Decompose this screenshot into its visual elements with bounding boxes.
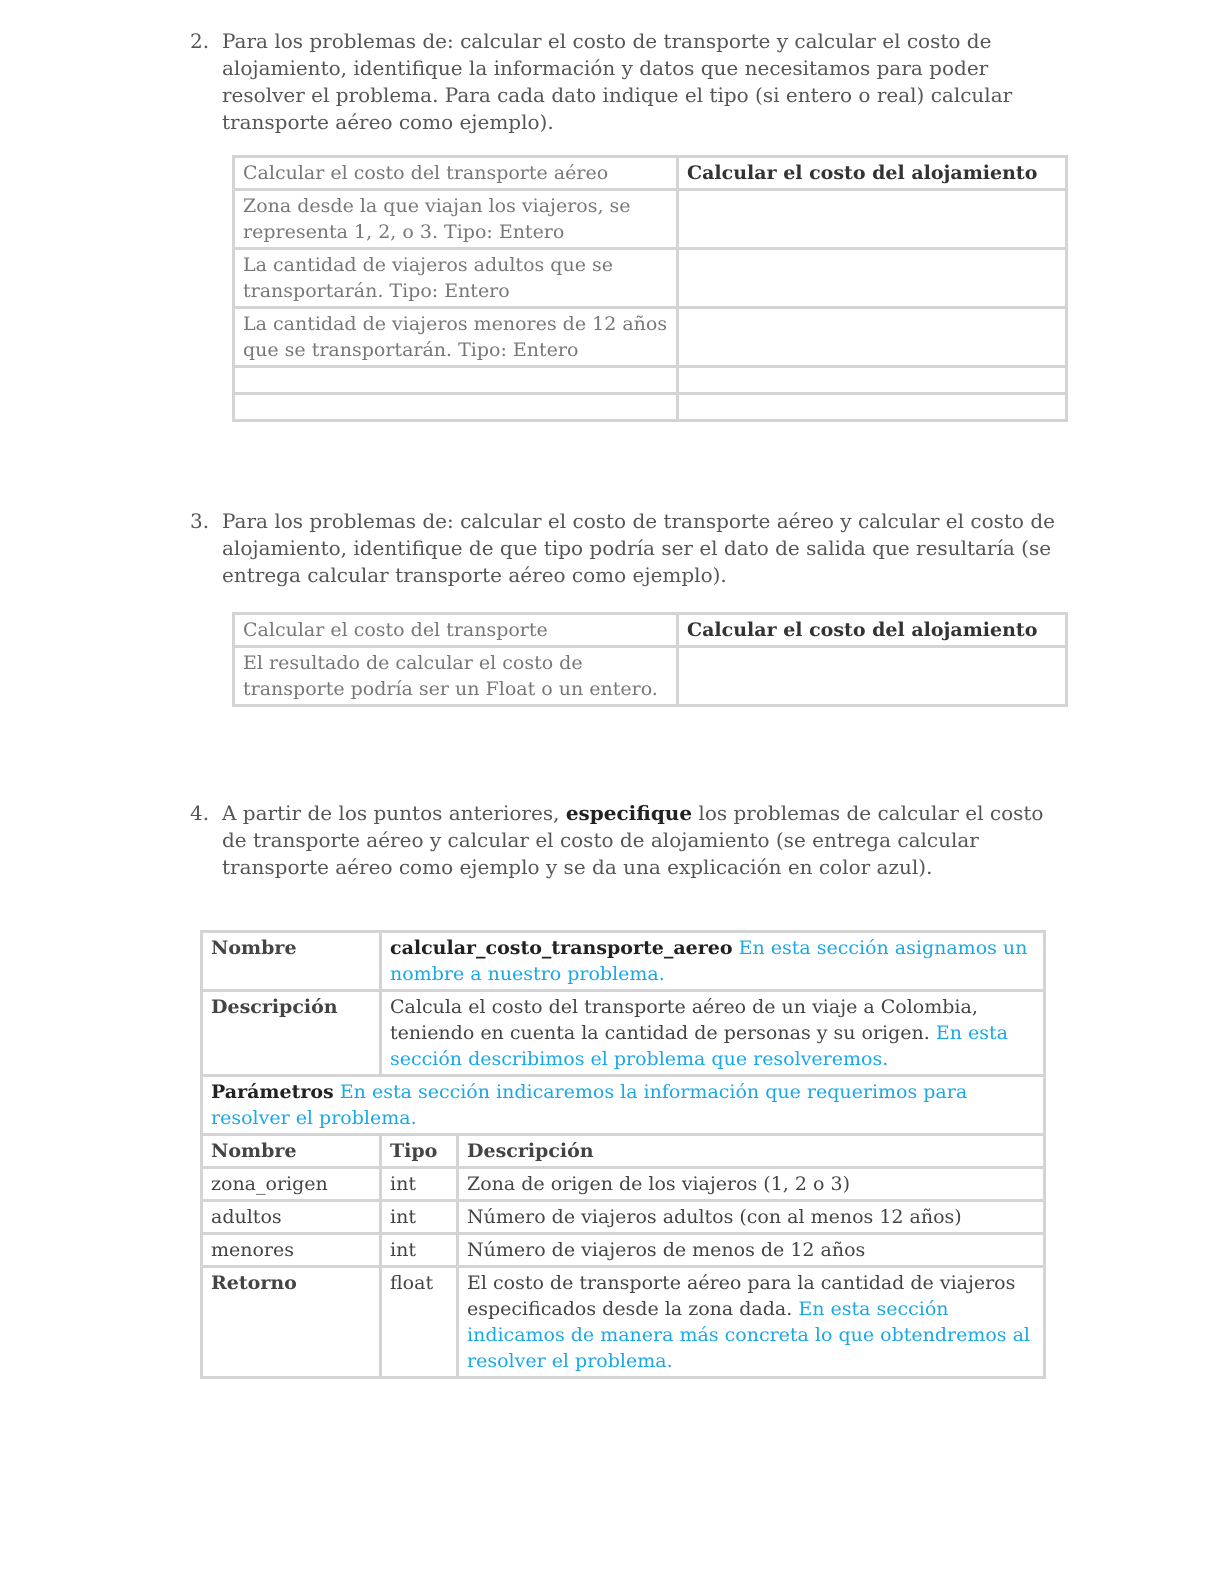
function-name: calcular_costo_transporte_aereo — [390, 937, 733, 959]
table-cell-empty — [678, 367, 1067, 394]
description-label: Descripción — [202, 991, 381, 1076]
param-description: Zona de origen de los viajeros (1, 2 o 3) — [458, 1168, 1045, 1201]
table-row — [202, 1168, 1045, 1201]
table-cell: El resultado de calcular el costo de transporte podría ser un Float o un entero. — [234, 647, 678, 706]
description-cell — [381, 991, 1045, 1076]
question-text: Para los problemas de: calcular el costo de transporte y calcular el costo de alojamiento, identifique la información y datos que necesitamos para poder resolver el problema. Para cada dato indique el tipo (si entero o real) calcular transporte aéreo como ejemplo). — [222, 29, 1013, 134]
return-description-cell — [458, 1267, 1045, 1378]
question-text: A partir de los puntos anteriores, especifique los problemas de calcular el costo de transporte aéreo y calcular el costo de alojamiento (se entrega calcular transporte aéreo como ejemplo y se da una explicación en color azul). — [222, 801, 1044, 879]
param-type: int — [381, 1168, 458, 1201]
question-number: 4. — [190, 801, 210, 825]
table-cell-empty — [678, 647, 1067, 706]
table-cell: La cantidad de viajeros adultos que se transportarán. Tipo: Entero — [234, 249, 678, 308]
return-description: El costo de transporte aéreo para la cantidad de viajeros especificados desde la zona dada. — [467, 1272, 1016, 1320]
explanation-note: En esta sección asignamos un nombre a nuestro problema. — [390, 937, 1028, 985]
specification-table — [200, 930, 1046, 1379]
param-name: menores — [202, 1234, 381, 1267]
param-type: int — [381, 1201, 458, 1234]
column-header-name: Nombre — [202, 1135, 381, 1168]
parameters-label: Parámetros — [211, 1081, 334, 1103]
param-type: int — [381, 1234, 458, 1267]
table-cell-empty — [234, 367, 678, 394]
output-type-table — [232, 612, 1068, 707]
return-type: float — [381, 1267, 458, 1378]
column-header-type: Tipo — [381, 1135, 458, 1168]
emphasis: especifique — [565, 801, 693, 825]
param-name: zona_origen — [202, 1168, 381, 1201]
param-name: adultos — [202, 1201, 381, 1234]
parameters-row — [202, 1076, 1045, 1135]
return-label: Retorno — [202, 1267, 381, 1378]
question-text: Para los problemas de: calcular el costo de transporte aéreo y calcular el costo de alojamiento, identifique de que tipo podría ser el dato de salida que resultaría (se entrega calcular transporte aéreo como ejemplo). — [222, 509, 1055, 587]
transport-data-table — [232, 155, 1068, 422]
name-value-cell — [381, 932, 1045, 991]
explanation-note: En esta sección describimos el problema que resolveremos. — [390, 1022, 1008, 1070]
table-header-lodging: Calcular el costo del alojamiento — [678, 614, 1067, 647]
question-3 — [190, 508, 1070, 589]
explanation-note: En esta sección indicaremos la información que requerimos para resolver el problema. — [211, 1081, 968, 1129]
table-header-lodging: Calcular el costo del alojamiento — [678, 157, 1067, 190]
question-2 — [190, 28, 1070, 136]
table-cell: Zona desde la que viajan los viajeros, se representa 1, 2, o 3. Tipo: Entero — [234, 190, 678, 249]
description-text: Calcula el costo del transporte aéreo de un viaje a Colombia, teniendo en cuenta la cantidad de personas y su origen. — [390, 996, 978, 1044]
table-cell-empty — [678, 190, 1067, 249]
table-cell-empty — [678, 394, 1067, 421]
table-cell: La cantidad de viajeros menores de 12 años que se transportarán. Tipo: Entero — [234, 308, 678, 367]
question-number: 3. — [190, 509, 210, 533]
table-cell-empty — [678, 308, 1067, 367]
table-cell-empty — [234, 394, 678, 421]
table-row — [202, 1201, 1045, 1234]
column-header-description: Descripción — [458, 1135, 1045, 1168]
question-4 — [190, 800, 1070, 881]
table-header-transport: Calcular el costo del transporte aéreo — [234, 157, 678, 190]
name-label: Nombre — [202, 932, 381, 991]
table-header-transport: Calcular el costo del transporte — [234, 614, 678, 647]
question-number: 2. — [190, 29, 210, 53]
param-description: Número de viajeros de menos de 12 años — [458, 1234, 1045, 1267]
explanation-note: En esta sección indicamos de manera más concreta lo que obtendremos al resolver el problema. — [467, 1298, 1031, 1372]
param-description: Número de viajeros adultos (con al menos 12 años) — [458, 1201, 1045, 1234]
table-row — [202, 1234, 1045, 1267]
table-cell-empty — [678, 249, 1067, 308]
